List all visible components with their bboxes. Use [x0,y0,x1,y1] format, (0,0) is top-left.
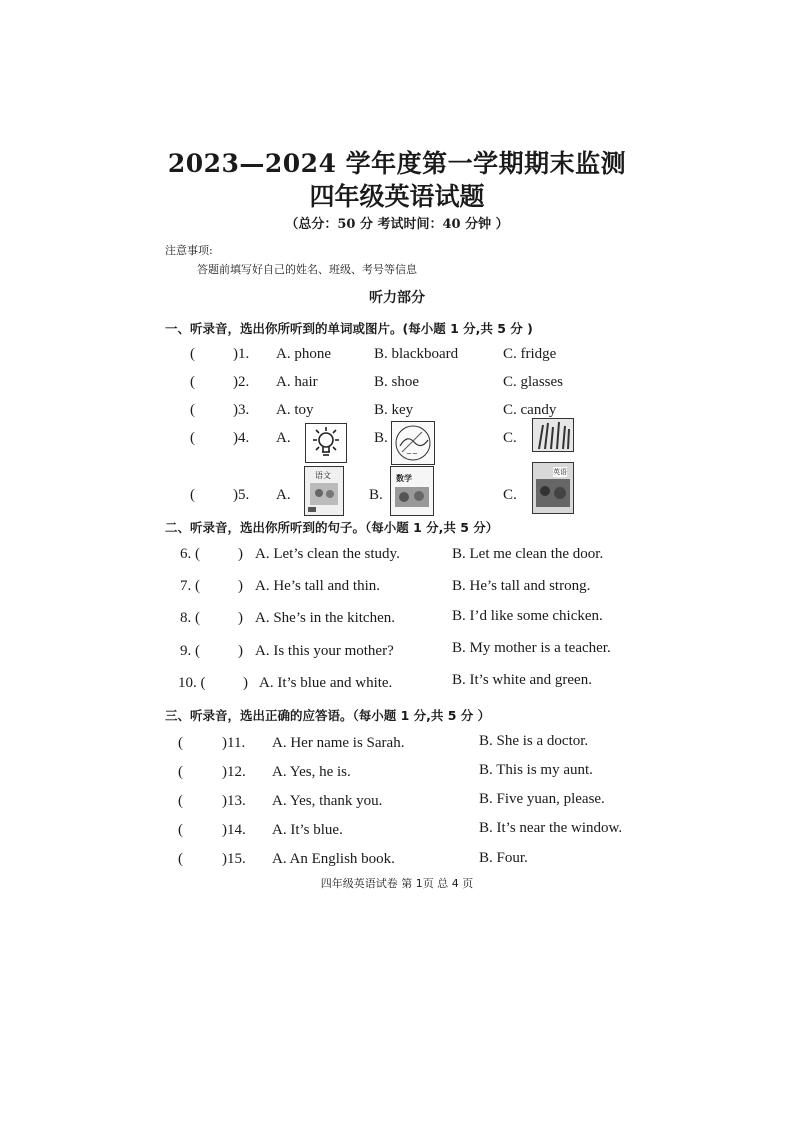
option-a: A. It’s blue and white. [259,675,393,691]
option-b: B. [374,430,388,446]
option-c: C. glasses [503,374,563,390]
question-number: )2. [233,374,250,390]
option-a: A. toy [276,402,314,418]
paren-close: ) [238,578,243,594]
option-c: C. candy [503,402,557,418]
book-label: 语文 [315,471,331,480]
question-number: )4. [233,430,250,446]
option-b: B. key [374,402,414,418]
page-footer: 四年级英语试卷 第 1页 总 4 页 [320,877,474,890]
exam-title-line1: 2023—2024 学年度第一学期期末监测 [167,149,627,178]
paren-close: ) [243,675,248,691]
question-number[interactable]: 6. ( [180,546,200,562]
drawing-picture-icon[interactable] [391,421,435,465]
question-number: )5. [233,487,250,503]
answer-blank[interactable]: ( [190,487,195,503]
answer-blank[interactable]: ( [178,851,183,867]
pencils-picture-icon[interactable] [532,418,574,452]
book-label: 数学 [396,474,412,483]
svg-text:~~: ~~ [406,450,418,458]
question-number: )1. [233,346,250,362]
light-bulb-icon[interactable] [305,423,347,463]
part-title: 听力部分 [369,290,425,306]
question-number[interactable]: 7. ( [180,578,200,594]
option-b: B. It’s white and green. [452,672,592,688]
option-b: B. This is my aunt. [479,762,593,778]
option-a: A. Her name is Sarah. [272,735,405,751]
answer-blank[interactable]: ( [178,764,183,780]
notice-label: 注意事项: [165,244,213,257]
question-number: )14. [222,822,246,838]
chinese-book-picture-icon[interactable] [304,466,344,516]
answer-blank[interactable]: ( [190,402,195,418]
answer-blank[interactable]: ( [190,430,195,446]
paren-close: ) [238,643,243,659]
option-c: C. [503,430,517,446]
option-a: A. An English book. [272,851,395,867]
option-b: B. [369,487,383,503]
option-a: A. Yes, thank you. [272,793,383,809]
question-number: )15. [222,851,246,867]
option-a: A. It’s blue. [272,822,343,838]
option-b: B. My mother is a teacher. [452,640,611,656]
option-a: A. hair [276,374,318,390]
option-b: B. Let me clean the door. [452,546,604,562]
math-book-picture-icon[interactable] [390,466,434,516]
answer-blank[interactable]: ( [190,346,195,362]
answer-blank[interactable]: ( [190,374,195,390]
english-book-picture-icon[interactable] [532,462,574,514]
exam-subtitle: （总分：50 分 考试时间：40 分钟 ） [285,217,509,232]
question-number[interactable]: 10. ( [178,675,206,691]
option-a: A. She’s in the kitchen. [255,610,395,626]
option-b: B. shoe [374,374,419,390]
option-b: B. Five yuan, please. [479,791,605,807]
section1-heading: 一、听录音，选出你所听到的单词或图片。(每小题 1 分,共 5 分 ) [165,321,533,336]
option-a: A. [276,430,291,446]
option-a: A. Is this your mother? [255,643,394,659]
section3-heading: 三、听录音，选出正确的应答语。（每小题 1 分,共 5 分 ） [165,708,491,723]
book-label: 英语 [553,468,567,476]
question-number: )13. [222,793,246,809]
option-a: A. phone [276,346,331,362]
answer-blank[interactable]: ( [178,793,183,809]
question-number[interactable]: 8. ( [180,610,200,626]
option-b: B. It’s near the window. [479,820,623,836]
option-a: A. He’s tall and thin. [255,578,380,594]
question-number: )12. [222,764,246,780]
option-b: B. He’s tall and strong. [452,578,591,594]
option-b: B. blackboard [374,346,459,362]
paren-close: ) [238,546,243,562]
question-number: )11. [222,735,246,751]
notice-text: 答题前填写好自己的姓名、班级、考号等信息 [197,263,417,276]
option-b: B. Four. [479,850,528,866]
question-number[interactable]: 9. ( [180,643,200,659]
answer-blank[interactable]: ( [178,822,183,838]
paren-close: ) [238,610,243,626]
option-c: C. fridge [503,346,557,362]
question-number: )3. [233,402,250,418]
option-b: B. She is a doctor. [479,733,589,749]
option-a: A. Yes, he is. [272,764,351,780]
exam-title-line2: 四年级英语试题 [309,182,485,211]
option-a: A. Let’s clean the study. [255,546,400,562]
option-a: A. [276,487,291,503]
answer-blank[interactable]: ( [178,735,183,751]
option-b: B. I’d like some chicken. [452,608,603,624]
option-c: C. [503,487,517,503]
section2-heading: 二、听录音，选出你所听到的句子。（每小题 1 分,共 5 分） [165,520,499,535]
